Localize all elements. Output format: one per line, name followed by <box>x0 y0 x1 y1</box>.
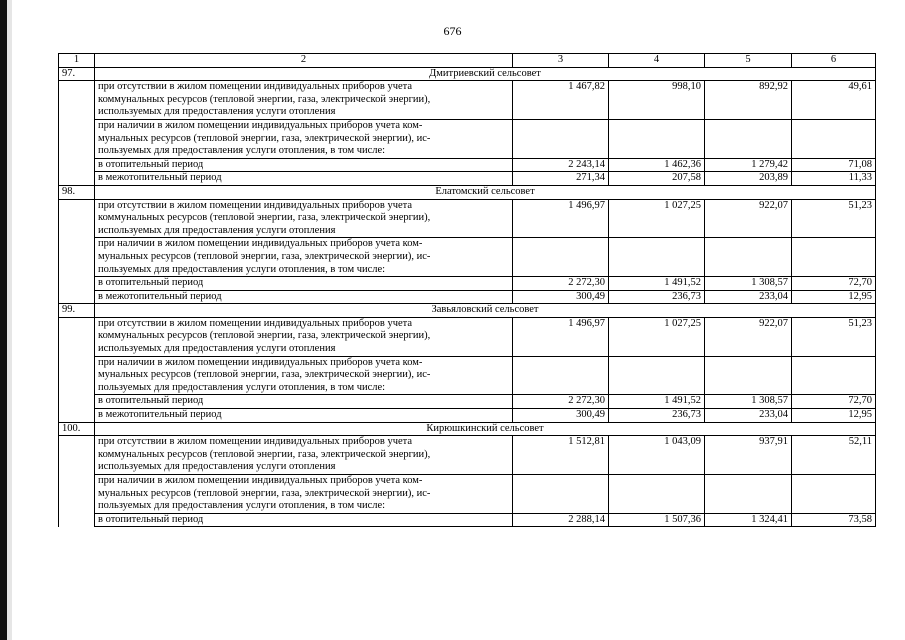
description-cell: при отсутствии в жилом помещении индивидуальных приборов учета коммунальных ресурсов (тепловой энергии, газа, электрической энергии), используемых для предоставления услуги отопления <box>95 317 513 356</box>
description-cell: в межотопительный период <box>95 172 513 186</box>
value-cell-6 <box>792 356 876 395</box>
value-cell-5: 922,07 <box>705 317 792 356</box>
value-cell-5: 937,91 <box>705 436 792 475</box>
table-row <box>59 409 876 423</box>
description-cell: при отсутствии в жилом помещении индивидуальных приборов учета коммунальных ресурсов (тепловой энергии, газа, электрической энергии), используемых для предоставления услуги отопления <box>95 436 513 475</box>
value-cell-5: 1 324,41 <box>705 513 792 527</box>
value-cell-6: 73,58 <box>792 513 876 527</box>
index-cell-empty <box>59 475 95 514</box>
value-cell-3 <box>513 119 609 158</box>
value-cell-5: 922,07 <box>705 199 792 238</box>
value-cell-4: 1 507,36 <box>609 513 705 527</box>
description-cell: при наличии в жилом помещении индивидуальных приборов учета ком- мунальных ресурсов (тепловой энергии, газа, электрической энергии), ис- пользуемых для предоставления услуги отопления, в том числе: <box>95 356 513 395</box>
page-number: 676 <box>443 24 462 38</box>
value-cell-3: 300,49 <box>513 290 609 304</box>
region-row <box>59 185 876 199</box>
index-cell-empty <box>59 395 95 409</box>
index-cell-empty <box>59 238 95 277</box>
index-cell-empty <box>59 277 95 291</box>
region-index: 97. <box>59 67 95 81</box>
value-cell-6: 72,70 <box>792 395 876 409</box>
value-cell-6 <box>792 119 876 158</box>
header-cell-3: 3 <box>513 54 609 68</box>
table-row <box>59 238 876 277</box>
region-index: 100. <box>59 422 95 436</box>
index-cell-empty <box>59 172 95 186</box>
region-row <box>59 304 876 318</box>
value-cell-5 <box>705 475 792 514</box>
index-cell-empty <box>59 356 95 395</box>
value-cell-3 <box>513 475 609 514</box>
value-cell-6: 51,23 <box>792 317 876 356</box>
region-name: Дмитриевский сельсовет <box>95 67 876 81</box>
value-cell-3: 2 272,30 <box>513 395 609 409</box>
value-cell-6: 11,33 <box>792 172 876 186</box>
table-body <box>59 54 876 527</box>
value-cell-4: 207,58 <box>609 172 705 186</box>
value-cell-6 <box>792 475 876 514</box>
index-cell-empty <box>59 158 95 172</box>
value-cell-6: 12,95 <box>792 409 876 423</box>
header-cell-2: 2 <box>95 54 513 68</box>
index-cell-empty <box>59 317 95 356</box>
value-cell-4 <box>609 475 705 514</box>
value-cell-6: 72,70 <box>792 277 876 291</box>
value-cell-4 <box>609 119 705 158</box>
value-cell-5 <box>705 238 792 277</box>
value-cell-4: 1 462,36 <box>609 158 705 172</box>
index-cell-empty <box>59 409 95 423</box>
region-name: Завьяловский сельсовет <box>95 304 876 318</box>
table-row <box>59 317 876 356</box>
description-cell: при наличии в жилом помещении индивидуальных приборов учета ком- мунальных ресурсов (тепловой энергии, газа, электрической энергии), ис- пользуемых для предоставления услуги отопления, в том числе: <box>95 238 513 277</box>
scan-edge-shadow <box>0 0 7 640</box>
value-cell-4: 998,10 <box>609 81 705 120</box>
value-cell-5: 1 279,42 <box>705 158 792 172</box>
index-cell-empty <box>59 81 95 120</box>
description-cell: в межотопительный период <box>95 409 513 423</box>
region-index: 98. <box>59 185 95 199</box>
value-cell-3: 2 243,14 <box>513 158 609 172</box>
value-cell-4: 1 491,52 <box>609 277 705 291</box>
region-name: Кирюшкинский сельсовет <box>95 422 876 436</box>
description-cell: при отсутствии в жилом помещении индивидуальных приборов учета коммунальных ресурсов (тепловой энергии, газа, электрической энергии), используемых для предоставления услуги отопления <box>95 199 513 238</box>
value-cell-3: 300,49 <box>513 409 609 423</box>
value-cell-6 <box>792 238 876 277</box>
table-row <box>59 356 876 395</box>
index-cell-empty <box>59 119 95 158</box>
value-cell-5: 233,04 <box>705 409 792 423</box>
table-row <box>59 119 876 158</box>
region-row <box>59 422 876 436</box>
table-row <box>59 277 876 291</box>
value-cell-5: 1 308,57 <box>705 395 792 409</box>
value-cell-5 <box>705 356 792 395</box>
value-cell-5 <box>705 119 792 158</box>
value-cell-4 <box>609 238 705 277</box>
table-row <box>59 172 876 186</box>
value-cell-6: 49,61 <box>792 81 876 120</box>
index-cell-empty <box>59 513 95 527</box>
header-row <box>59 54 876 68</box>
index-cell-empty <box>59 290 95 304</box>
value-cell-3: 1 467,82 <box>513 81 609 120</box>
value-cell-4: 236,73 <box>609 290 705 304</box>
value-cell-6: 52,11 <box>792 436 876 475</box>
table-row <box>59 290 876 304</box>
description-cell: в межотопительный период <box>95 290 513 304</box>
value-cell-3: 1 496,97 <box>513 317 609 356</box>
value-cell-5: 233,04 <box>705 290 792 304</box>
table-row <box>59 199 876 238</box>
value-cell-3 <box>513 238 609 277</box>
region-name: Елатомский сельсовет <box>95 185 876 199</box>
header-cell-5: 5 <box>705 54 792 68</box>
value-cell-6: 12,95 <box>792 290 876 304</box>
table-row <box>59 436 876 475</box>
value-cell-3 <box>513 356 609 395</box>
tariff-table <box>58 53 876 527</box>
value-cell-5: 1 308,57 <box>705 277 792 291</box>
description-cell: в отопительный период <box>95 513 513 527</box>
table-row <box>59 158 876 172</box>
header-cell-4: 4 <box>609 54 705 68</box>
header-cell-6: 6 <box>792 54 876 68</box>
table-row <box>59 395 876 409</box>
value-cell-3: 271,34 <box>513 172 609 186</box>
value-cell-4: 236,73 <box>609 409 705 423</box>
value-cell-4: 1 491,52 <box>609 395 705 409</box>
value-cell-5: 892,92 <box>705 81 792 120</box>
scan-edge-gap <box>7 0 12 640</box>
value-cell-4: 1 027,25 <box>609 317 705 356</box>
value-cell-5: 203,89 <box>705 172 792 186</box>
description-cell: при наличии в жилом помещении индивидуальных приборов учета ком- мунальных ресурсов (тепловой энергии, газа, электрической энергии), ис- пользуемых для предоставления услуги отопления, в том числе: <box>95 475 513 514</box>
value-cell-3: 2 272,30 <box>513 277 609 291</box>
value-cell-4: 1 043,09 <box>609 436 705 475</box>
index-cell-empty <box>59 199 95 238</box>
description-cell: в отопительный период <box>95 395 513 409</box>
value-cell-4 <box>609 356 705 395</box>
description-cell: при отсутствии в жилом помещении индивидуальных приборов учета коммунальных ресурсов (тепловой энергии, газа, электрической энергии), используемых для предоставления услуги отопления <box>95 81 513 120</box>
value-cell-4: 1 027,25 <box>609 199 705 238</box>
table-row <box>59 513 876 527</box>
value-cell-3: 1 512,81 <box>513 436 609 475</box>
region-index: 99. <box>59 304 95 318</box>
description-cell: в отопительный период <box>95 277 513 291</box>
description-cell: при наличии в жилом помещении индивидуальных приборов учета ком- мунальных ресурсов (тепловой энергии, газа, электрической энергии), ис- пользуемых для предоставления услуги отопления, в том числе: <box>95 119 513 158</box>
value-cell-6: 51,23 <box>792 199 876 238</box>
header-cell-1: 1 <box>59 54 95 68</box>
value-cell-3: 2 288,14 <box>513 513 609 527</box>
value-cell-6: 71,08 <box>792 158 876 172</box>
value-cell-3: 1 496,97 <box>513 199 609 238</box>
region-row <box>59 67 876 81</box>
table-row <box>59 81 876 120</box>
index-cell-empty <box>59 436 95 475</box>
table-row <box>59 475 876 514</box>
description-cell: в отопительный период <box>95 158 513 172</box>
